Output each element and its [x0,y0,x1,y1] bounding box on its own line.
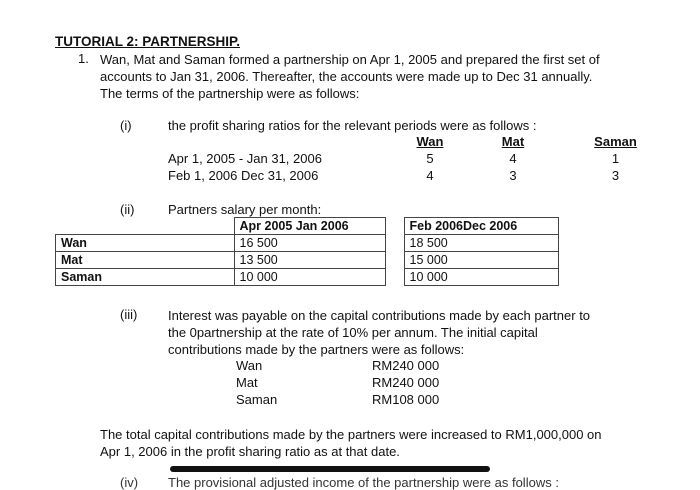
question-number: 1. [78,51,89,66]
item-label-ii: (ii) [120,202,135,217]
salary-value: 18 500 [404,235,558,252]
ratio-period: Apr 1, 2005 - Jan 31, 2006 [168,151,322,166]
salary-intro: Partners salary per month: [168,202,322,217]
interest-line: Interest was payable on the capital contributions made by each partner to [168,308,591,323]
ratio-value: 5 [426,151,434,166]
ratio-header-wan: Wan [416,134,444,149]
page-title: TUTORIAL 2: PARTNERSHIP. [55,34,241,49]
total-capital-text [100,426,602,460]
salary-value: 10 000 [404,269,558,286]
interest-text [168,307,638,358]
ratio-header-mat: Mat [501,134,525,149]
scrollbar-overlay[interactable] [170,466,490,472]
capital-amount: RM240 000 [372,375,440,390]
item-label-iii: (iii) [120,307,138,322]
item-label-i: (i) [120,118,132,133]
table-row [56,218,559,235]
ratio-value: 4 [426,168,434,183]
ratio-value: 3 [611,168,620,183]
capital-name: Wan [236,358,263,373]
salary-header: Feb 2006Dec 2006 [404,218,558,235]
table-gap [385,269,404,286]
salary-value: 15 000 [404,252,558,269]
table-row [56,235,559,252]
capital-name: Saman [236,392,278,407]
interest-line: contributions made by the partners were as follows: [168,342,465,357]
item-label-iv: (iv) [120,475,139,490]
ratio-header-saman: Saman [594,134,637,149]
ratio-period: Feb 1, 2006 Dec 31, 2006 [168,168,319,183]
salary-table [55,217,559,286]
salary-value: 10 000 [234,269,385,286]
capital-amount: RM108 000 [372,392,440,407]
salary-value: 16 500 [234,235,385,252]
ratio-intro: the profit sharing ratios for the relevant periods were as follows : [168,118,537,133]
salary-header: Apr 2005 Jan 2006 [234,218,385,235]
partner-name: Wan [56,235,235,252]
capital-amount: RM240 000 [372,358,440,373]
table-corner [56,218,235,235]
table-gap [385,218,404,235]
table-row [56,252,559,269]
partner-name: Mat [56,252,235,269]
table-row [56,269,559,286]
ratio-value: 4 [509,151,517,166]
capital-name: Mat [236,375,258,390]
salary-value: 13 500 [234,252,385,269]
intro-line: accounts to Jan 31, 2006. Thereafter, the accounts were made up to Dec 31 annually. [100,69,593,84]
table-gap [385,252,404,269]
table-gap [385,235,404,252]
intro-line: Wan, Mat and Saman formed a partnership on Apr 1, 2005 and prepared the first set of [100,52,600,67]
interest-line: the 0partnership at the rate of 10% per annum. The initial capital [168,325,538,340]
ratio-value: 1 [611,151,620,166]
cut-off-text: The provisional adjusted income of the partnership were as follows : [168,475,559,490]
total-line: The total capital contributions made by the partners were increased to RM1,000,000 on [100,427,602,442]
intro-line: The terms of the partnership were as follows: [100,86,360,101]
ratio-value: 3 [509,168,517,183]
total-line: Apr 1, 2006 in the profit sharing ratio as at that date. [100,444,400,459]
partner-name: Saman [56,269,235,286]
question-intro [100,51,600,102]
